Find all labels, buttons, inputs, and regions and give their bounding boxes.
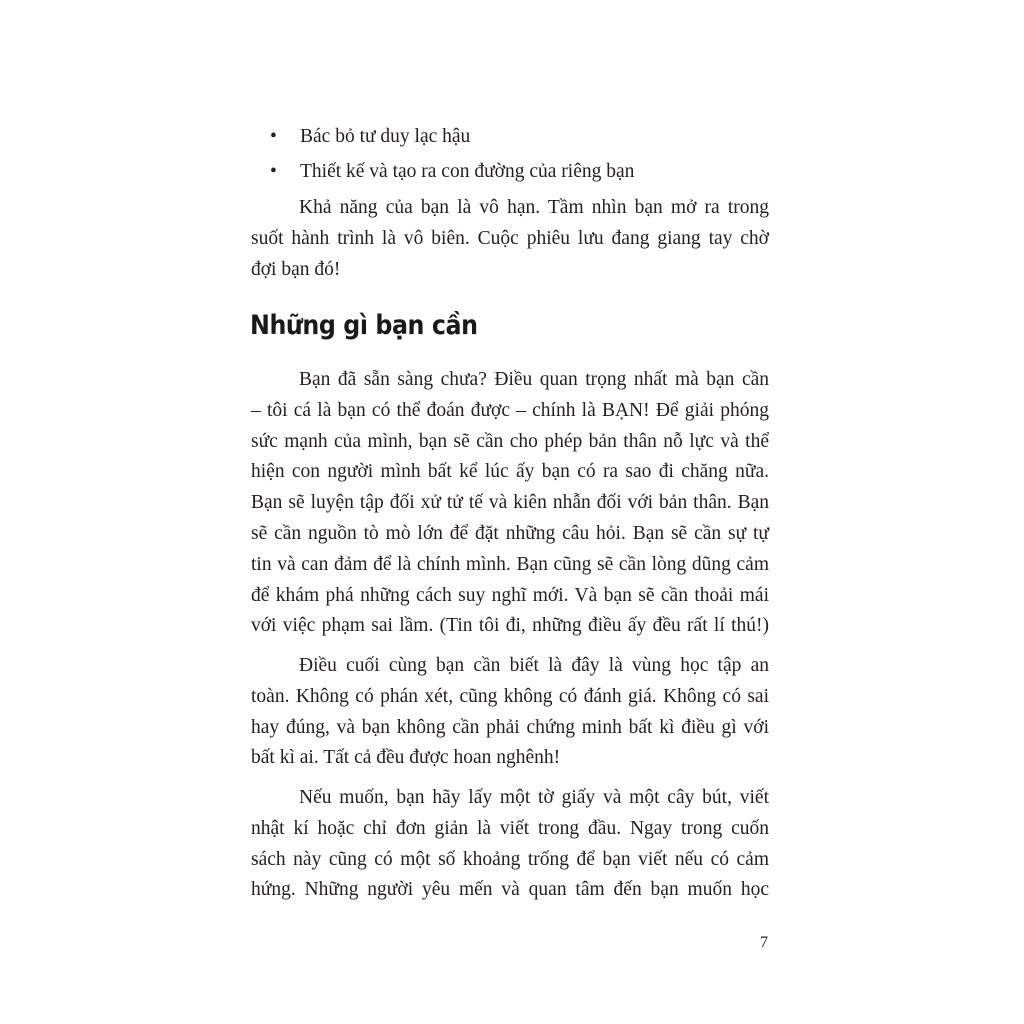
page-number: 7 xyxy=(760,934,768,951)
paragraph-line: với việc phạm sai lầm. (Tin tôi đi, những điều ấy đều rất lí thú!) xyxy=(251,615,769,637)
bullet-icon: • xyxy=(270,161,277,182)
paragraph-line: Khả năng của bạn là vô hạn. Tầm nhìn bạn mở ra trong xyxy=(299,197,769,218)
paragraph-line: bất kì ai. Tất cả đều được hoan nghênh! xyxy=(251,747,561,769)
paragraph-line: sách này cũng có một số khoảng trống để bạn viết nếu có cảm xyxy=(251,848,769,870)
section-heading: Những gì bạn cần xyxy=(250,310,478,341)
paragraph-line: sức mạnh của mình, bạn sẽ cần cho phép bản thân nỗ lực và thể xyxy=(251,430,769,452)
paragraph-line: hiện con người mình bất kể lúc ấy bạn có ra sao đi chăng nữa. xyxy=(251,461,769,483)
paragraph-line: Bạn đã sẵn sàng chưa? Điều quan trọng nhất mà bạn cần xyxy=(299,369,769,390)
paragraph-line: hứng. Những người yêu mến và quan tâm đến bạn muốn học xyxy=(251,879,769,901)
paragraph-line: sẽ cần nguồn tò mò lớn để đặt những câu hỏi. Bạn sẽ cần sự tự xyxy=(251,523,769,544)
bullet-item xyxy=(270,125,471,149)
paragraph-line: suốt hành trình là vô biên. Cuộc phiêu lưu đang giang tay chờ xyxy=(251,227,769,249)
paragraph-line: Nếu muốn, bạn hãy lấy một tờ giấy và một cây bút, viết xyxy=(299,787,769,808)
bullet-icon: • xyxy=(270,126,277,147)
paragraph-line: để khám phá những cách suy nghĩ mới. Và bạn sẽ cần thoải mái xyxy=(251,584,769,606)
bullet-text: Thiết kế và tạo ra con đường của riêng bạn xyxy=(300,161,635,182)
paragraph-line: – tôi cá là bạn có thể đoán được – chính là BẠN! Để giải phóng xyxy=(251,399,769,421)
paragraph-line: toàn. Không có phán xét, cũng không có đánh giá. Không có sai xyxy=(251,685,769,707)
paragraph-line: nhật kí hoặc chỉ đơn giản là viết trong đầu. Ngay trong cuốn xyxy=(251,817,769,839)
paragraph-line: đợi bạn đó! xyxy=(251,258,341,280)
paragraph-line: tin và can đảm để là chính mình. Bạn cũng sẽ cần lòng dũng cảm xyxy=(251,553,769,575)
bullet-text: Bác bỏ tư duy lạc hậu xyxy=(300,126,471,147)
paragraph-line: Bạn sẽ luyện tập đối xử tử tế và kiên nhẫn đối với bản thân. Bạn xyxy=(251,492,769,514)
paragraph-line: hay đúng, và bạn không cần phải chứng minh bất kì điều gì với xyxy=(251,716,769,738)
bullet-item xyxy=(270,160,635,184)
paragraph-line: Điều cuối cùng bạn cần biết là đây là vùng học tập an xyxy=(299,655,769,676)
